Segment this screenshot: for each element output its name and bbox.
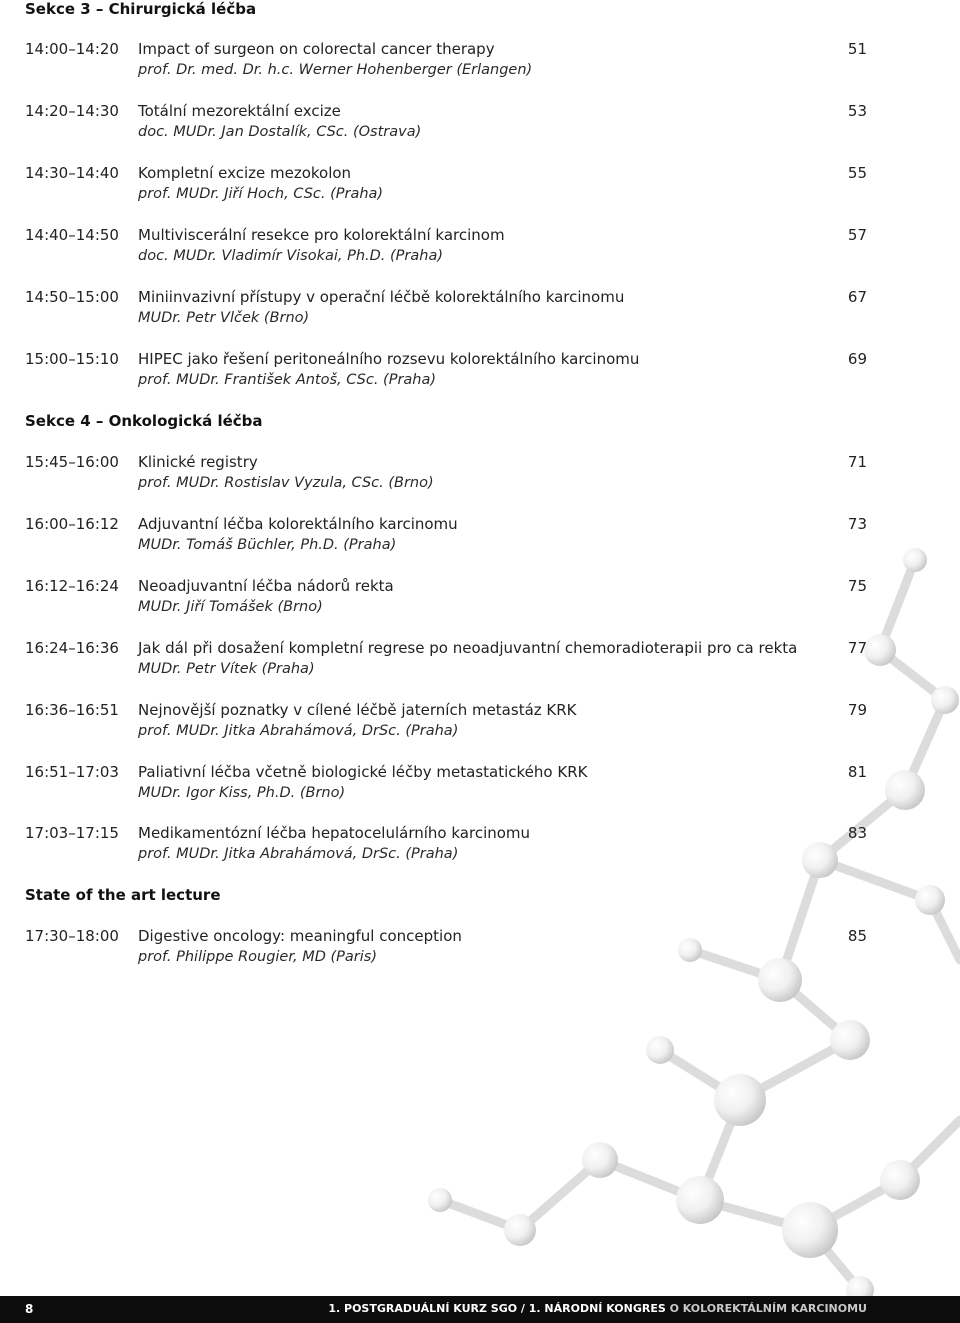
entry-time: 14:00–14:20 xyxy=(25,40,119,58)
entry-author: MUDr. Petr Vítek (Praha) xyxy=(138,661,315,677)
entry-title: Paliativní léčba včetně biologické léčby metastatického KRK xyxy=(138,763,588,781)
entry-title: Totální mezorektální excize xyxy=(138,102,341,120)
entry-title: Nejnovější poznatky v cílené léčbě jaterních metastáz KRK xyxy=(138,701,577,719)
programme-entry xyxy=(0,700,960,744)
entry-time: 16:36–16:51 xyxy=(25,701,119,719)
entry-author: prof. MUDr. Jitka Abrahámová, DrSc. (Praha) xyxy=(138,723,459,739)
programme-entry xyxy=(0,39,960,83)
section-heading: State of the art lecture xyxy=(25,886,221,904)
entry-author: prof. Dr. med. Dr. h.c. Werner Hohenberger (Erlangen) xyxy=(138,62,533,78)
entry-time: 14:40–14:50 xyxy=(25,226,119,244)
entry-page-number: 57 xyxy=(847,226,867,244)
footer-page-number: 8 xyxy=(25,1302,34,1316)
programme-entry xyxy=(0,762,960,806)
footer-course-light: O KOLOREKTÁLNÍM KARCINOMU xyxy=(669,1302,867,1315)
entry-title: Digestive oncology: meaningful conception xyxy=(138,927,462,945)
entry-time: 14:30–14:40 xyxy=(25,164,119,182)
entry-time: 17:30–18:00 xyxy=(25,927,119,945)
entry-title: Medikamentózní léčba hepatocelulárního karcinomu xyxy=(138,824,531,842)
entry-title: Jak dál při dosažení kompletní regrese po neoadjuvantní chemoradioterapii pro ca rekta xyxy=(138,639,798,657)
programme-entry xyxy=(0,163,960,207)
entry-title: Klinické registry xyxy=(138,453,258,471)
entry-title: Neoadjuvantní léčba nádorů rekta xyxy=(138,577,394,595)
entry-author: MUDr. Petr Vlček (Brno) xyxy=(138,310,310,326)
entry-time: 16:24–16:36 xyxy=(25,639,119,657)
entry-author: prof. MUDr. Rostislav Vyzula, CSc. (Brno) xyxy=(138,475,434,491)
programme-entry xyxy=(0,638,960,682)
entry-time: 14:20–14:30 xyxy=(25,102,119,120)
entry-page-number: 77 xyxy=(847,639,867,657)
entry-page-number: 83 xyxy=(847,824,867,842)
entry-page-number: 75 xyxy=(847,577,867,595)
entry-page-number: 51 xyxy=(847,40,867,58)
entry-page-number: 81 xyxy=(847,763,867,781)
entry-author: MUDr. Tomáš Büchler, Ph.D. (Praha) xyxy=(138,537,397,553)
entry-author: doc. MUDr. Vladimír Visokai, Ph.D. (Praha) xyxy=(138,248,444,264)
programme-entry xyxy=(0,101,960,145)
programme-entry xyxy=(0,225,960,269)
entry-title: Kompletní excize mezokolon xyxy=(138,164,352,182)
programme-entry xyxy=(0,823,960,867)
entry-time: 15:00–15:10 xyxy=(25,350,119,368)
programme-entry xyxy=(0,287,960,331)
programme-entry xyxy=(0,349,960,393)
entry-page-number: 79 xyxy=(847,701,867,719)
entry-author: MUDr. Igor Kiss, Ph.D. (Brno) xyxy=(138,785,346,801)
entry-time: 14:50–15:00 xyxy=(25,288,119,306)
entry-title: Impact of surgeon on colorectal cancer therapy xyxy=(138,40,495,58)
entry-author: MUDr. Jiří Tomášek (Brno) xyxy=(138,599,323,615)
entry-page-number: 69 xyxy=(847,350,867,368)
programme-entry xyxy=(0,576,960,620)
section-heading: Sekce 3 – Chirurgická léčba xyxy=(25,0,257,18)
section-heading: Sekce 4 – Onkologická léčba xyxy=(25,412,263,430)
footer-course-main: 1. POSTGRADUÁLNÍ KURZ SGO / 1. NÁRODNÍ KONGRES xyxy=(328,1302,666,1315)
entry-page-number: 55 xyxy=(847,164,867,182)
entry-author: doc. MUDr. Jan Dostalík, CSc. (Ostrava) xyxy=(138,124,422,140)
entry-time: 17:03–17:15 xyxy=(25,824,119,842)
entry-title: Adjuvantní léčba kolorektálního karcinomu xyxy=(138,515,458,533)
entry-page-number: 53 xyxy=(847,102,867,120)
entry-page-number: 85 xyxy=(847,927,867,945)
entry-title: Miniinvazivní přístupy v operační léčbě kolorektálního karcinomu xyxy=(138,288,625,306)
programme-entry xyxy=(0,452,960,496)
entry-time: 16:51–17:03 xyxy=(25,763,119,781)
programme-entry xyxy=(0,926,960,970)
entry-page-number: 67 xyxy=(847,288,867,306)
entry-title: HIPEC jako řešení peritoneálního rozsevu kolorektálního karcinomu xyxy=(138,350,640,368)
entry-time: 16:00–16:12 xyxy=(25,515,119,533)
entry-page-number: 71 xyxy=(847,453,867,471)
entry-author: prof. MUDr. František Antoš, CSc. (Praha) xyxy=(138,372,437,388)
entry-time: 16:12–16:24 xyxy=(25,577,119,595)
entry-time: 15:45–16:00 xyxy=(25,453,119,471)
entry-title: Multiviscerální resekce pro kolorektální karcinom xyxy=(138,226,505,244)
entry-author: prof. MUDr. Jiří Hoch, CSc. (Praha) xyxy=(138,186,384,202)
entry-author: prof. MUDr. Jitka Abrahámová, DrSc. (Praha) xyxy=(138,846,459,862)
entry-author: prof. Philippe Rougier, MD (Paris) xyxy=(138,949,377,965)
programme-entry xyxy=(0,514,960,558)
entry-page-number: 73 xyxy=(847,515,867,533)
